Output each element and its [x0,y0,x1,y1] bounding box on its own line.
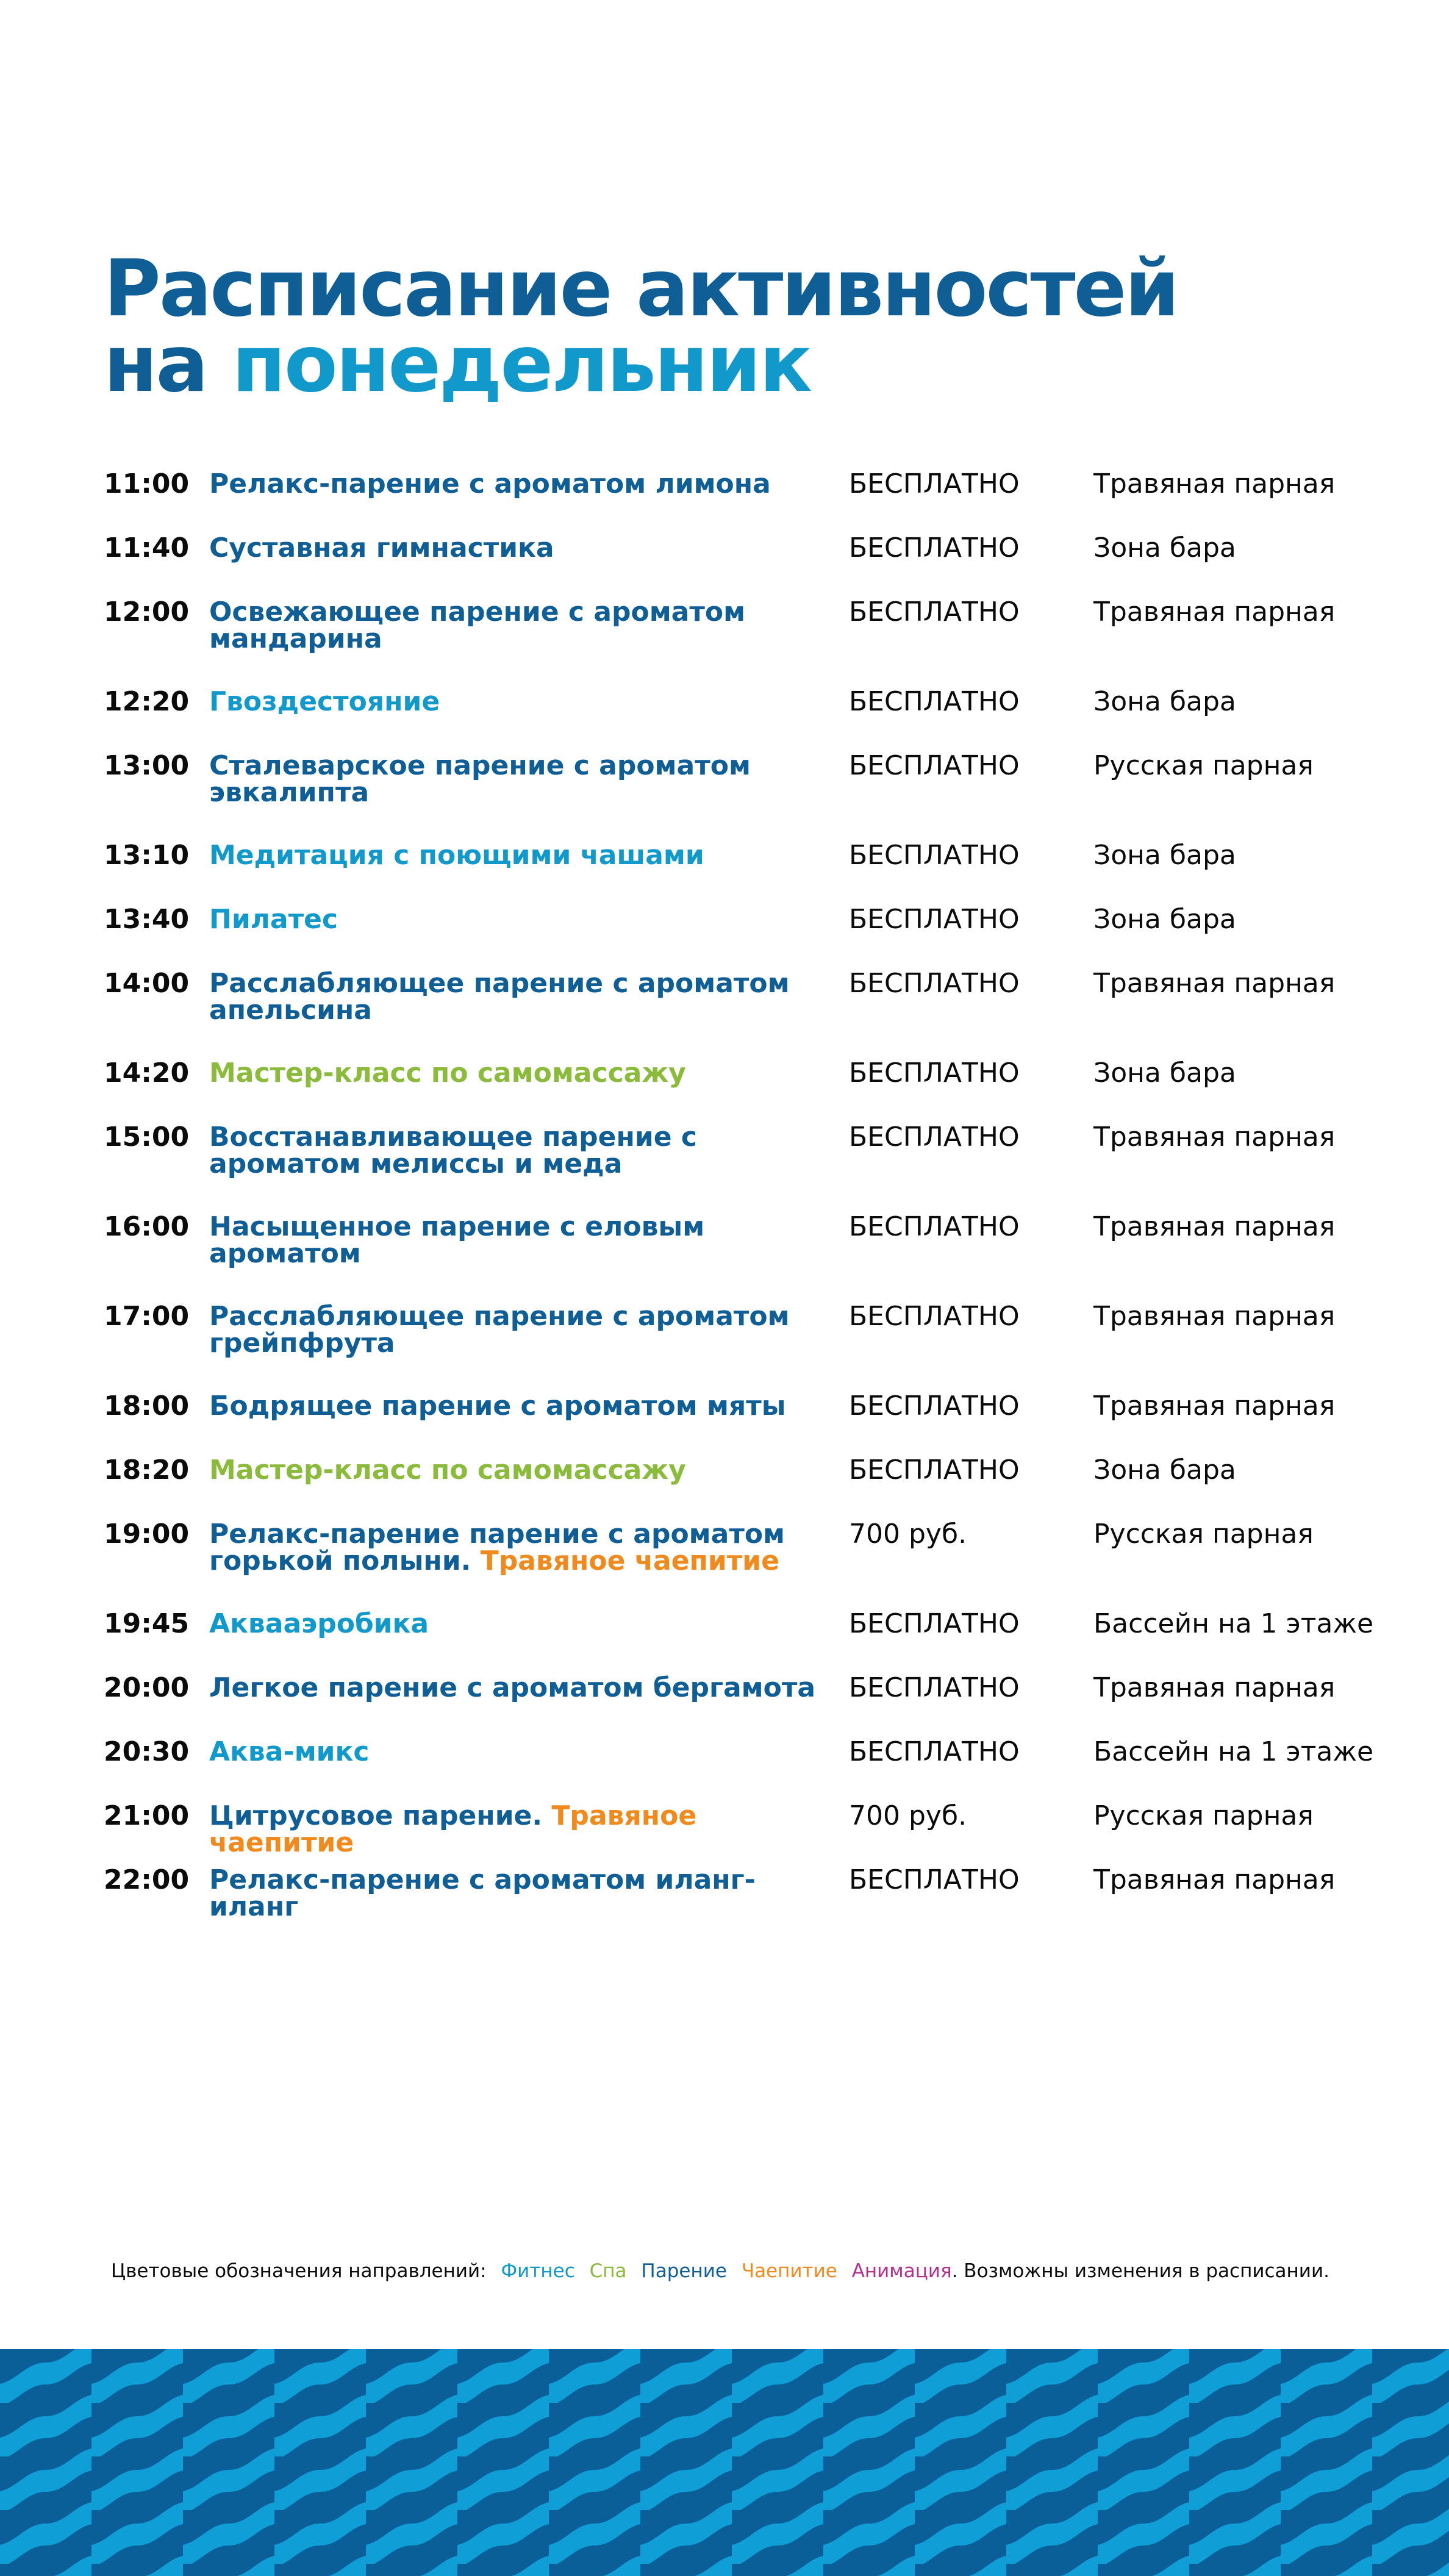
row-time: 12:20 [104,686,190,717]
row-price: БЕСПЛАТНО [849,686,1020,717]
row-price: 700 руб. [849,1800,967,1831]
row-price: БЕСПЛАТНО [849,1390,1020,1422]
legend-spa: Спа [589,2260,627,2282]
row-place: Травяная парная [1093,1301,1336,1332]
row-price: БЕСПЛАТНО [849,840,1020,871]
row-activity [209,1736,825,1767]
activity-name: Релакс-парение парение с ароматом горькой полыни. [209,1519,785,1576]
row-place: Бассейн на 1 этаже [1093,1608,1374,1639]
row-place: Зона бара [1093,532,1236,564]
row-time: 13:00 [104,750,190,781]
row-activity [209,1454,825,1486]
row-activity [209,970,825,1024]
activity-name: Мастер-класс по самомассажу [209,1454,686,1486]
row-time: 18:00 [104,1390,190,1422]
row-price: БЕСПЛАТНО [849,750,1020,781]
row-price: БЕСПЛАТНО [849,1301,1020,1332]
row-time: 21:00 [104,1800,190,1831]
activity-name: Восстанавливающее парение с ароматом мелиссы и меда [209,1122,697,1179]
row-price: БЕСПЛАТНО [849,904,1020,935]
row-time: 14:20 [104,1057,190,1089]
activity-name: Насыщенное парение с еловым ароматом [209,1211,705,1269]
row-time: 19:00 [104,1519,190,1550]
row-activity [209,596,825,654]
row-price: БЕСПЛАТНО [849,1864,1020,1895]
row-time: 18:20 [104,1454,190,1486]
row-place: Травяная парная [1093,468,1336,499]
activity-name: Гвоздестояние [209,686,440,717]
row-activity [209,1864,825,1922]
row-price: БЕСПЛАТНО [849,1736,1020,1767]
row-time: 13:40 [104,904,190,935]
row-price: БЕСПЛАТНО [849,1672,1020,1703]
row-price: БЕСПЛАТНО [849,1122,1020,1153]
row-activity [209,1211,825,1269]
row-price: БЕСПЛАТНО [849,596,1020,628]
row-place: Бассейн на 1 этаже [1093,1736,1374,1767]
row-activity [209,1124,825,1178]
row-price: БЕСПЛАТНО [849,1057,1020,1089]
legend-fitness: Фитнес [501,2260,575,2282]
activity-name: Сталеварское парение с ароматом эвкалипта [209,750,751,808]
title-day: понедельник [232,319,810,410]
legend-tea: Чаепитие [741,2260,837,2282]
row-place: Травяная парная [1093,1211,1336,1242]
row-place: Русская парная [1093,750,1314,781]
activity-name: Аква-микс [209,1736,370,1767]
activity-name: Медитация с поющими чашами [209,840,704,871]
row-activity [209,1672,825,1703]
row-place: Русская парная [1093,1519,1314,1550]
wave-pattern-footer [0,2349,1449,2576]
row-activity [209,532,825,564]
activity-name: Суставная гимнастика [209,532,554,564]
row-time: 22:00 [104,1864,190,1895]
activity-name: Цитрусовое парение. [209,1800,543,1831]
row-activity [209,1057,825,1089]
row-activity [209,906,825,933]
activity-name: Мастер-класс по самомассажу [209,1057,686,1089]
row-place: Русская парная [1093,1800,1314,1831]
activity-extra: Травяное чаепитие [480,1545,779,1576]
title-line-2 [104,319,1178,410]
title-line-2-prefix: на [104,319,232,410]
row-activity [209,1303,825,1357]
row-time: 11:40 [104,532,190,564]
row-place: Травяная парная [1093,968,1336,999]
legend-animation: Анимация [851,2260,952,2282]
row-place: Травяная парная [1093,596,1336,628]
activity-name: Аквааэробика [209,1608,429,1639]
row-price: БЕСПЛАТНО [849,968,1020,999]
activity-name: Расслабляющее парение с ароматом грейпфрута [209,1301,790,1359]
row-price: БЕСПЛАТНО [849,532,1020,564]
row-activity [209,1608,825,1639]
activity-name: Бодрящее парение с ароматом мяты [209,1390,786,1422]
activity-extra: Травяное чаепитие [209,1800,697,1858]
row-place: Травяная парная [1093,1864,1336,1895]
row-time: 20:30 [104,1736,190,1767]
page-title [104,243,1178,410]
row-place: Зона бара [1093,904,1236,935]
row-activity [209,1521,825,1575]
row-time: 19:45 [104,1608,190,1639]
row-place: Зона бара [1093,686,1236,717]
row-price: БЕСПЛАТНО [849,1454,1020,1486]
row-place: Травяная парная [1093,1390,1336,1422]
row-place: Зона бара [1093,1454,1236,1486]
activity-name: Легкое парение с ароматом бергамота [209,1672,816,1703]
activity-name: Пилатес [209,904,338,935]
row-activity [209,468,825,499]
row-time: 16:00 [104,1211,190,1242]
activity-name: Освежающее парение с ароматом мандарина [209,596,746,654]
row-price: 700 руб. [849,1519,967,1550]
row-place: Травяная парная [1093,1122,1336,1153]
title-line-1: Расписание активностей [104,243,1178,334]
row-place: Зона бара [1093,840,1236,871]
row-activity [209,1390,825,1422]
row-activity [209,842,825,869]
row-time: 17:00 [104,1301,190,1332]
row-activity [209,750,825,808]
legend-prefix: Цветовые обозначения направлений: [111,2260,487,2282]
row-time: 15:00 [104,1122,190,1153]
row-price: БЕСПЛАТНО [849,1608,1020,1639]
legend-parenie: Парение [641,2260,727,2282]
activity-name: Релакс-парение с ароматом лимона [209,468,771,499]
row-time: 12:00 [104,596,190,628]
row-time: 13:10 [104,840,190,871]
row-activity [209,1800,825,1858]
legend-suffix: . Возможны изменения в расписании. [951,2260,1329,2282]
row-time: 20:00 [104,1672,190,1703]
row-activity [209,686,825,717]
row-price: БЕСПЛАТНО [849,1211,1020,1242]
activity-name: Расслабляющее парение с ароматом апельсина [209,968,790,1026]
row-place: Зона бара [1093,1057,1236,1089]
row-place: Травяная парная [1093,1672,1336,1703]
color-legend [0,2259,1449,2283]
row-price: БЕСПЛАТНО [849,468,1020,499]
row-time: 14:00 [104,968,190,999]
row-time: 11:00 [104,468,190,499]
activity-name: Релакс-парение с ароматом иланг-иланг [209,1864,756,1922]
